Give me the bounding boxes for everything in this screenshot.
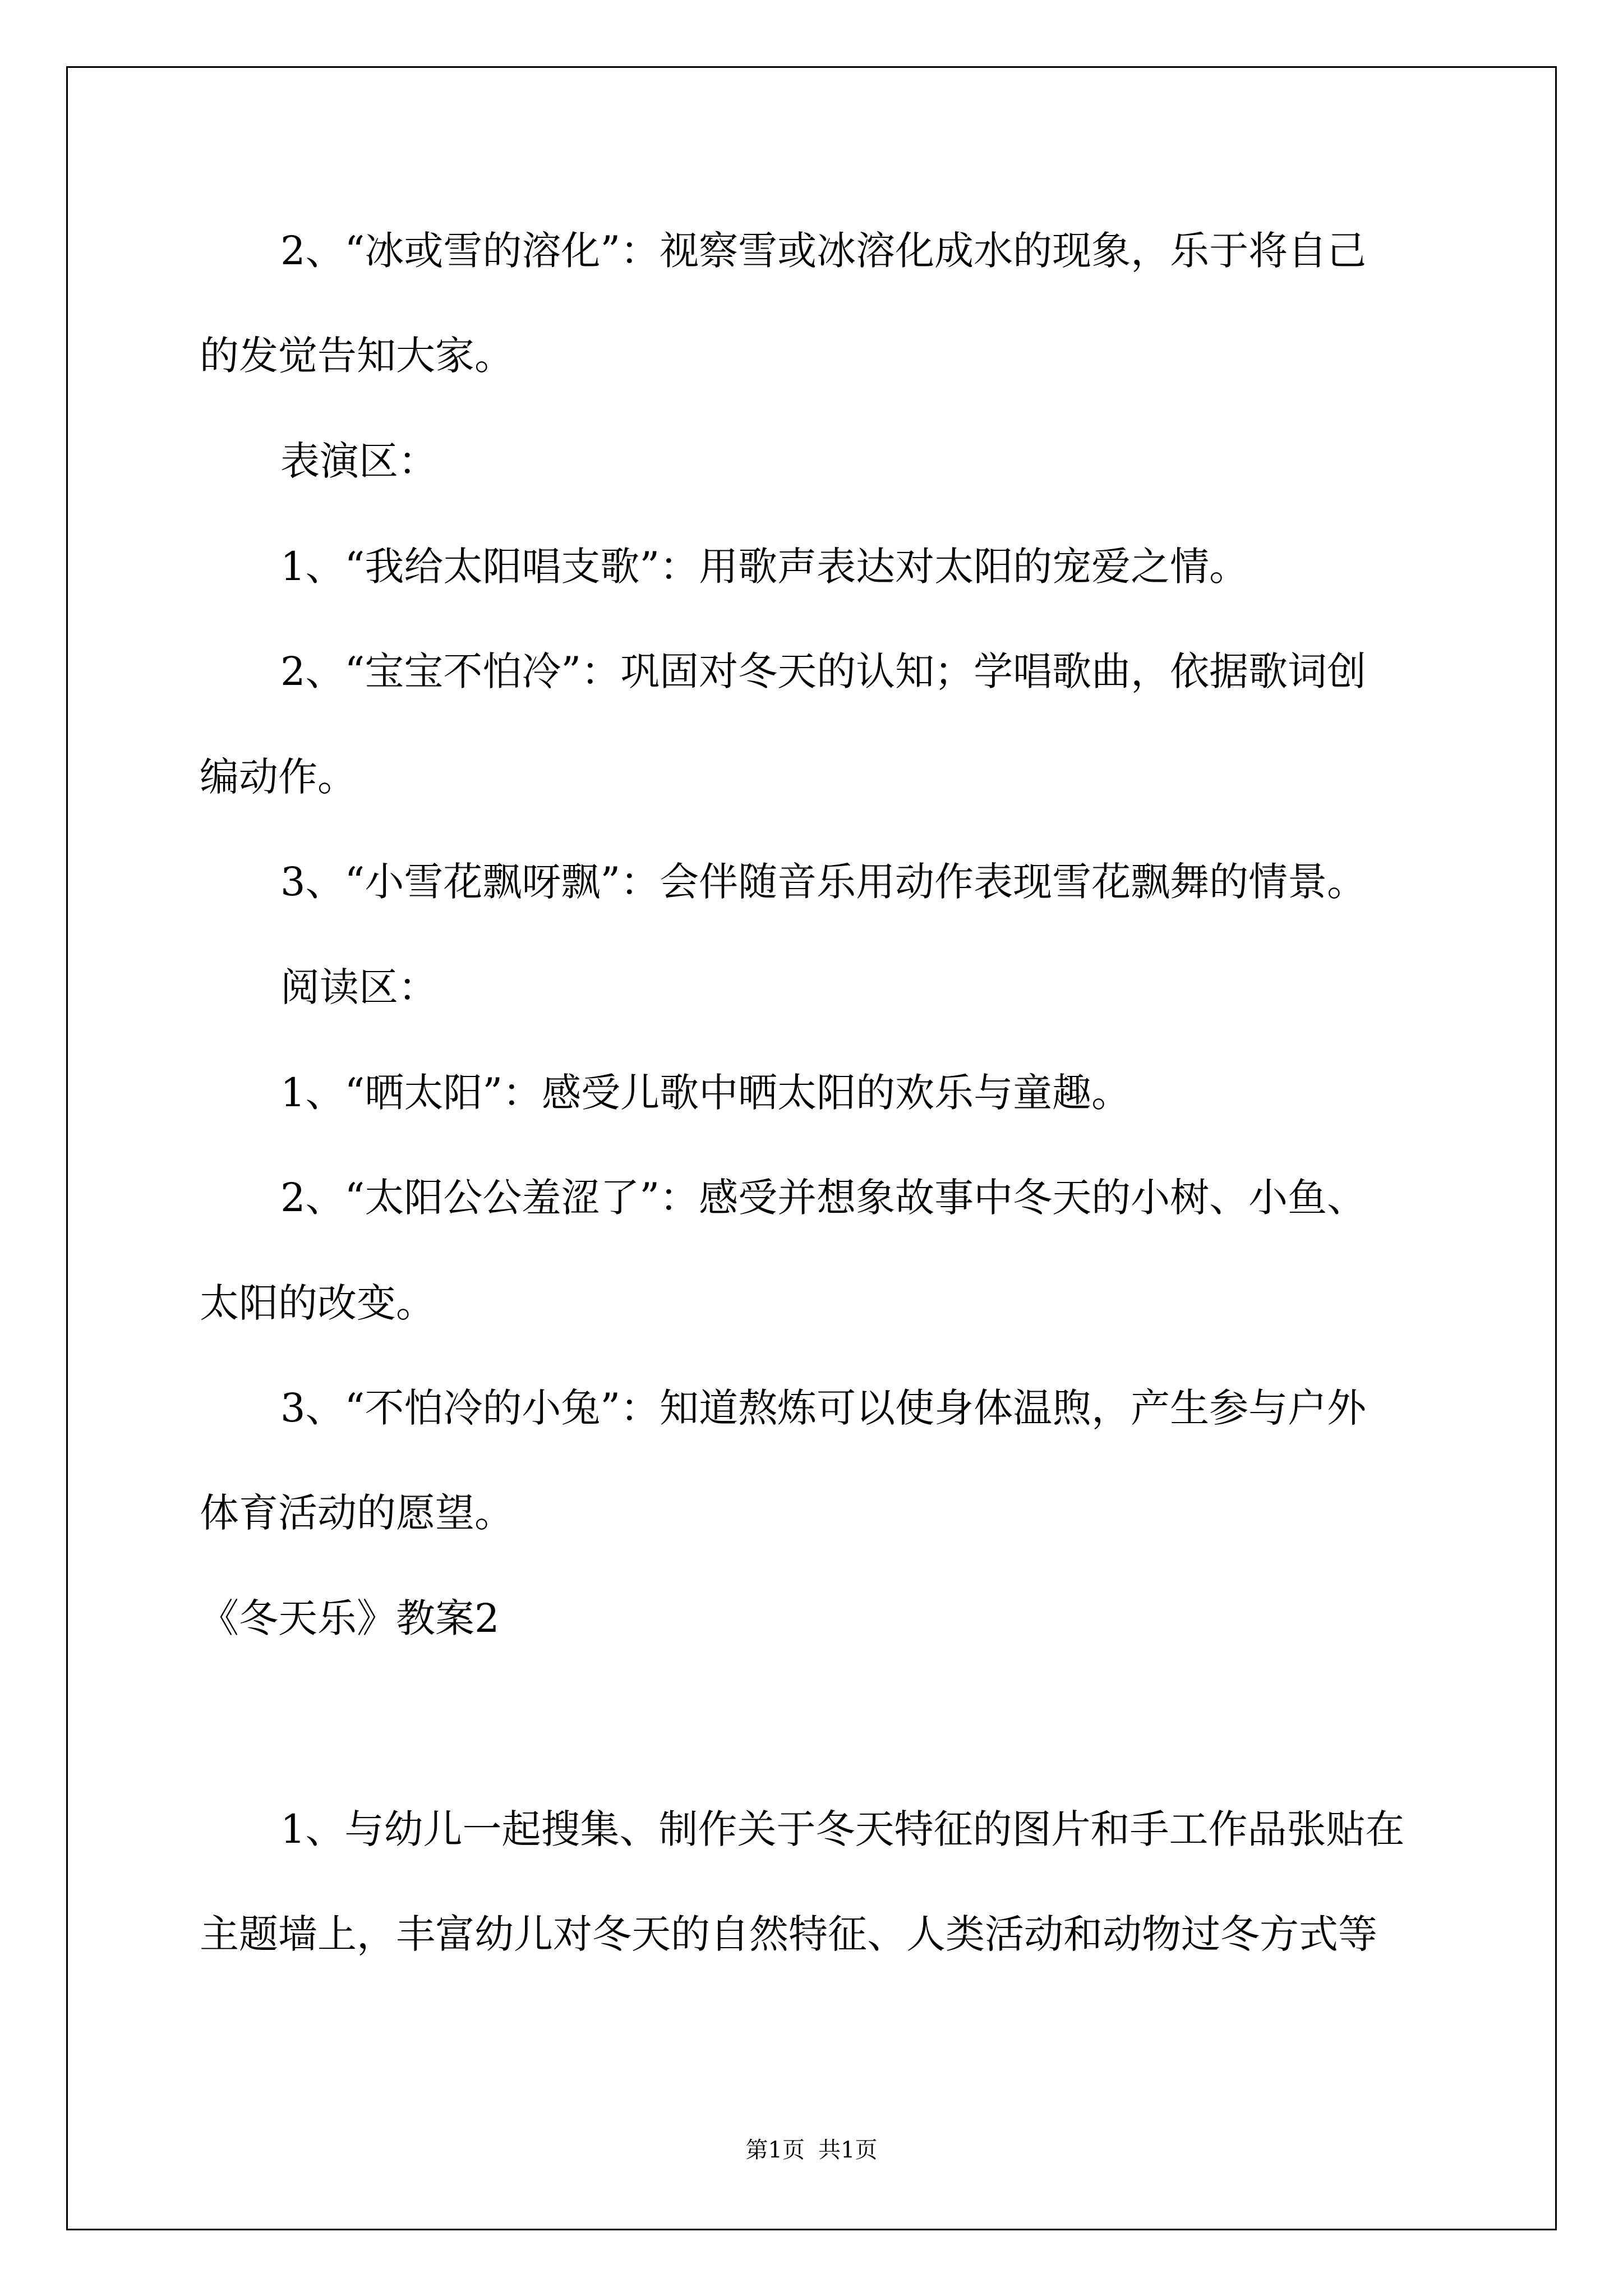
section-heading: 表演区： (280, 438, 437, 484)
text-line: 1、“晒太阳”：感受儿歌中晒太阳的欢乐与童趣。 (280, 1070, 1131, 1116)
page-border (66, 66, 1557, 2230)
page-footer (0, 2139, 1623, 2161)
text-line: 2、“太阳公公羞涩了”：感受并想象故事中冬天的小树、小鱼、 (280, 1175, 1367, 1221)
text-line: 1、与幼儿一起搜集、制作关于冬天特征的图片和手工作品张贴在 (280, 1806, 1405, 1852)
text-line: 体育活动的愿望。 (200, 1490, 514, 1536)
page-number: 第1页 (745, 2137, 805, 2163)
document-title: 《冬天乐》教案2 (200, 1595, 500, 1641)
text-line: 主题墙上，丰富幼儿对冬天的自然特征、人类活动和动物过冬方式等 (200, 1911, 1377, 1957)
page-total: 共1页 (818, 2137, 878, 2163)
text-line: 2、“宝宝不怕冷”：巩固对冬天的认知；学唱歌曲，依据歌词创 (280, 648, 1367, 694)
text-line: 3、“不怕冷的小兔”：知道熬炼可以使身体温煦，产生参与户外 (280, 1385, 1367, 1431)
text-line: 编动作。 (200, 754, 357, 800)
text-line: 太阳的改变。 (200, 1280, 435, 1326)
text-line: 2、“冰或雪的溶化”：视察雪或冰溶化成水的现象，乐于将自己 (280, 228, 1367, 274)
text-line: 3、“小雪花飘呀飘”：会伴随音乐用动作表现雪花飘舞的情景。 (280, 859, 1367, 905)
text-line: 的发觉告知大家。 (200, 333, 514, 379)
section-heading: 阅读区： (280, 964, 437, 1010)
text-line: 1、“我给太阳唱支歌”：用歌声表达对太阳的宠爱之情。 (280, 544, 1249, 590)
